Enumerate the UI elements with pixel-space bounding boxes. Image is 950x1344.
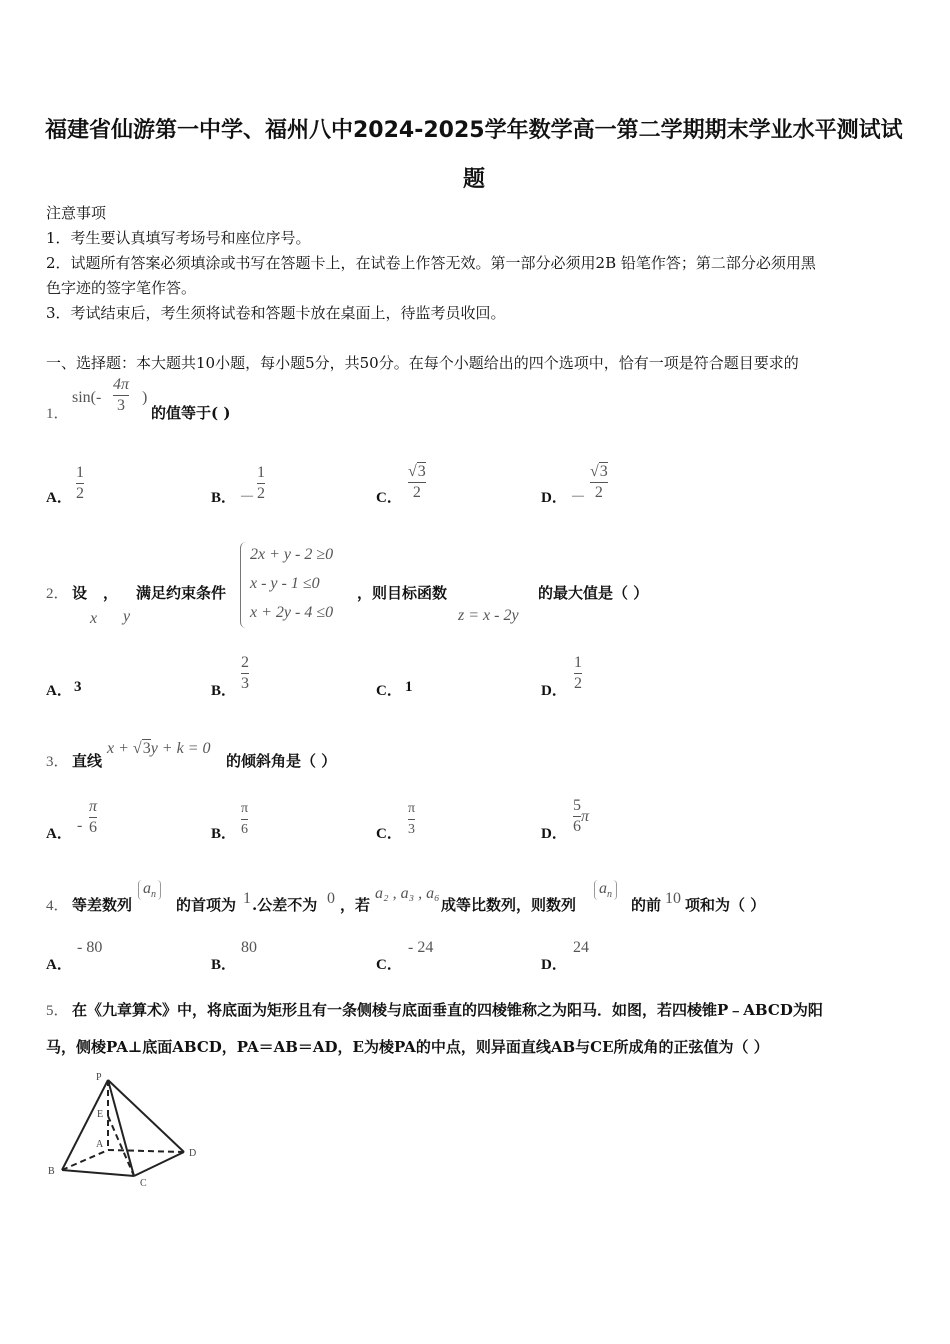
- q4-sequence-2: [594, 880, 617, 900]
- q2-option-d-value: [574, 654, 582, 693]
- frac-num: π: [89, 798, 98, 815]
- q1-option-c-value: $\frac{√3}{2}$: [408, 463, 426, 501]
- frac-den: 2: [574, 675, 582, 692]
- q3-option-b-value: [241, 800, 248, 839]
- frac-num: π: [408, 801, 416, 816]
- q3-text-2: 的倾斜角是（ ）: [226, 752, 337, 770]
- notice-item-2: 2．试题所有答案必须填涂或书写在答题卡上，在试卷上作答无效。第一部分必须用2B 铅笔作答；第二部分必须用黑: [46, 254, 816, 272]
- frac-den: 3: [408, 822, 416, 837]
- question-number-1: 1．: [46, 406, 69, 422]
- q3-option-d-value: [573, 797, 589, 836]
- label-p: P: [96, 1072, 102, 1083]
- q2-text-4: ，则目标函数: [357, 584, 448, 602]
- notice-heading: 注意事项: [46, 204, 107, 222]
- q4-text-4: ，若: [340, 896, 371, 914]
- q5-line-1: 在《九章算术》中，将底面为矩形且有一条侧棱与底面垂直的四棱锥称之为阳马．如图，若四棱锥P﹣ABCD为阳: [72, 1001, 823, 1019]
- q1-frac-num: 4π: [113, 376, 130, 393]
- q1-option-b-sign: －: [239, 489, 256, 506]
- q2-text-2: ，: [103, 584, 119, 602]
- q1-close: ): [142, 389, 148, 406]
- q4-option-a-value: - 80: [77, 939, 103, 956]
- q1-option-b-label: B．: [211, 490, 237, 506]
- question-number-2: 2．: [46, 586, 69, 602]
- question-number-5: 5．: [46, 1003, 69, 1019]
- q4-text-5: 成等比数列，则数列: [441, 896, 577, 914]
- q1-sin: sin(-: [72, 389, 102, 406]
- q4-ten: 10: [665, 890, 681, 907]
- q1-option-a-value: [76, 464, 84, 503]
- q2-var-y: y: [123, 608, 131, 625]
- q2-text-1: 设: [72, 584, 88, 602]
- edge-pc: [108, 1080, 134, 1176]
- q4-text-1: 等差数列: [72, 896, 133, 914]
- q3-eq-part-b: y + k = 0: [150, 740, 211, 757]
- notice-item-2-cont: 色字迹的签字笔作答。: [46, 279, 197, 297]
- q4-text-6: 的前: [631, 896, 662, 914]
- pi-suffix: π: [581, 808, 590, 825]
- q3-eq-sqrt: 3: [142, 740, 151, 757]
- q4-text-3: .公差不为: [252, 896, 318, 914]
- q3-option-c-label: C．: [376, 826, 402, 842]
- q1-option-a-label: A．: [46, 490, 72, 506]
- q4-terms: a₂ , a₃ , a₆: [375, 885, 440, 902]
- frac-den: 2: [76, 485, 84, 502]
- q2-constraint-2: x - y - 1 ≤0: [250, 575, 320, 592]
- q4-text-2: 的首项为: [176, 896, 237, 914]
- edge-ad: [108, 1150, 184, 1152]
- q2-target: z = x - 2y: [458, 607, 519, 624]
- q3-equation: x + √3y + k = 0: [107, 740, 211, 757]
- frac-num: 1: [257, 464, 265, 481]
- question-number-4: 4．: [46, 898, 69, 914]
- q1-fraction: [113, 376, 129, 415]
- q2-option-b-label: B．: [211, 683, 237, 699]
- q4-sequence-1: [138, 880, 161, 900]
- edge-pb: [62, 1080, 108, 1170]
- q2-option-a-value: 3: [74, 679, 82, 695]
- q4-option-b-label: B．: [211, 957, 237, 973]
- q3-eq-part-a: x +: [107, 740, 129, 757]
- q2-option-a-label: A．: [46, 683, 72, 699]
- q4-seq-subscript: n: [607, 889, 612, 901]
- label-c: C: [140, 1178, 147, 1188]
- q4-seq-subscript: n: [151, 889, 156, 901]
- frac-den: 6: [573, 818, 581, 835]
- q2-option-b-value: [241, 654, 249, 693]
- q1-option-c-label: C．: [376, 490, 402, 506]
- frac-den: 6: [89, 819, 97, 836]
- q3-option-a-sign: -: [77, 817, 83, 834]
- label-a: A: [96, 1139, 104, 1150]
- frac-den: 3: [241, 675, 249, 692]
- page-title-line1: 福建省仙游第一中学、福州八中2024-2025学年数学高一第二学期期末学业水平测试试: [45, 118, 903, 143]
- frac-num: 1: [76, 464, 84, 481]
- q1-option-d-label: D．: [541, 490, 567, 506]
- q3-option-c-value: [408, 800, 415, 839]
- q4-option-a-label: A．: [46, 957, 72, 973]
- question-number-3: 3．: [46, 754, 69, 770]
- pyramid-figure: [44, 1068, 214, 1188]
- frac-num: 1: [574, 654, 582, 671]
- q2-constraint-1: 2x + y - 2 ≥0: [250, 546, 334, 563]
- q1-option-d-sign: －: [570, 489, 587, 506]
- section-heading: 一、选择题：本大题共10小题，每小题5分，共50分。在每个小题给出的四个选项中，恰有一项是符合题目要求的: [46, 354, 799, 372]
- label-d: D: [189, 1148, 197, 1159]
- q2-option-c-label: C．: [376, 683, 402, 699]
- q1-frac-den: 3: [117, 397, 125, 414]
- q1-option-d-value: $\frac{√3}{2}$: [590, 463, 608, 501]
- q3-option-d-label: D．: [541, 826, 567, 842]
- q4-seq-symbol: a: [143, 880, 151, 897]
- q4-seq-symbol: a: [599, 880, 607, 897]
- edge-pd: [108, 1080, 184, 1152]
- edge-cd: [134, 1152, 184, 1176]
- q1-option-b-value: [257, 464, 265, 503]
- q2-constraint-3: x + 2y - 4 ≤0: [250, 604, 334, 621]
- q4-option-b-value: 80: [241, 939, 257, 956]
- q3-option-b-label: B．: [211, 826, 237, 842]
- frac-den: 2: [594, 484, 603, 501]
- q2-option-c-value: 1: [405, 679, 413, 695]
- q4-zero: 0: [327, 890, 335, 907]
- q2-option-d-label: D．: [541, 683, 567, 699]
- edge-ba: [62, 1150, 108, 1170]
- notice-item-1: 1．考生要认真填写考场号和座位序号。: [46, 229, 311, 247]
- page-title-line2: 题: [463, 167, 486, 192]
- sqrt-radicand: 3: [599, 463, 608, 480]
- frac-num: 5: [573, 797, 581, 814]
- q4-option-d-value: 24: [573, 939, 589, 956]
- q4-text-7: 项和为（ ）: [685, 896, 766, 914]
- q4-first-term: 1: [243, 890, 251, 907]
- edge-bc: [62, 1170, 134, 1176]
- q2-brace: [240, 542, 247, 628]
- q2-var-x: x: [90, 610, 98, 627]
- q4-option-c-label: C．: [376, 957, 402, 973]
- q3-option-a-label: A．: [46, 826, 72, 842]
- sqrt-radicand: 3: [417, 463, 426, 480]
- q2-text-5: 的最大值是（ ）: [538, 584, 649, 602]
- q1-text: 的值等于( ): [151, 404, 231, 422]
- q5-line-2: 马，侧棱PA⊥底面ABCD，PA＝AB＝AD，E为棱PA的中点，则异面直线AB与CE所成角的正弦值为（ ）: [46, 1038, 769, 1056]
- q3-text-1: 直线: [72, 752, 103, 770]
- notice-item-3: 3．考试结束后，考生须将试卷和答题卡放在桌面上，待监考员收回。: [46, 304, 506, 322]
- q3-option-a-value: [89, 798, 97, 837]
- label-b: B: [48, 1166, 55, 1177]
- q2-text-3: 满足约束条件: [136, 584, 227, 602]
- frac-den: 2: [412, 484, 421, 501]
- frac-den: 6: [241, 822, 249, 837]
- label-e: E: [97, 1109, 104, 1120]
- q4-option-c-value: - 24: [408, 939, 434, 956]
- frac-num: π: [241, 801, 249, 816]
- frac-den: 2: [257, 485, 265, 502]
- frac-num: 2: [241, 654, 249, 671]
- q4-option-d-label: D．: [541, 957, 567, 973]
